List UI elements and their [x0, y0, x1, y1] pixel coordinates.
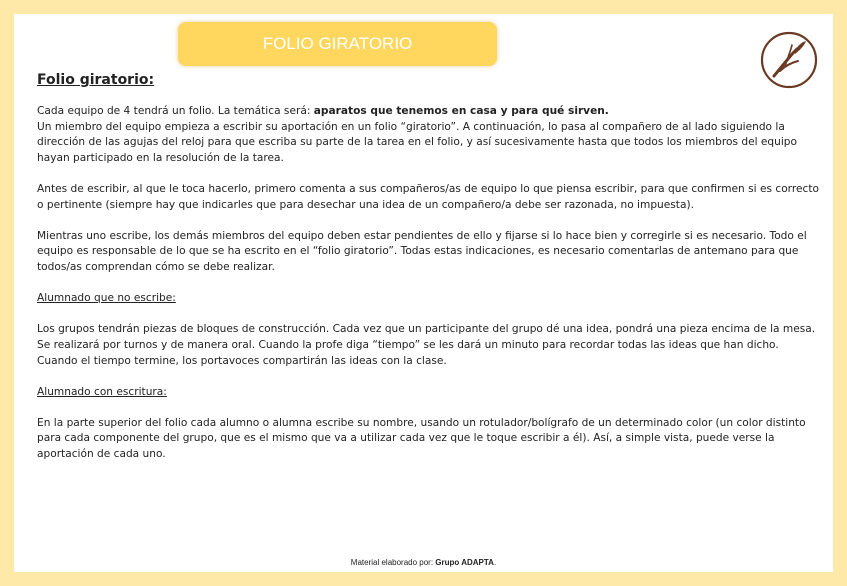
paragraph-intro [37, 104, 822, 120]
intro-text: Cada equipo de 4 tendrá un folio. La temática será: [37, 105, 314, 117]
worksheet-page [14, 14, 833, 572]
paragraph-before-writing: Antes de escribir, al que le toca hacerlo, primero comenta a sus compañeros/as de equipo lo que piensa escribir, para que confirmen si es correcto o pertinente (siempre hay que indicarles que para desechar una idea de un compañero/a debe ser razonada, no impuesta). [37, 182, 819, 211]
subheading-writers: Alumnado con escritura: [37, 385, 167, 398]
paragraph-writers: En la parte superior del folio cada alumno o alumna escribe su nombre, usando un rotulador/bolígrafo de un determinado color (un color distinto para cada componente del grupo, que es el mismo que va a utilizar cada vez que le toque escribir a él). Así, a simple vista, puede verse la aportación de cada uno. [37, 416, 806, 461]
topic-highlight: aparatos que tenemos en casa y para qué sirven. [313, 105, 609, 117]
footer-prefix: Material elaborado por: [350, 558, 436, 567]
paragraph-procedure: Un miembro del equipo empieza a escribir su aportación en un folio “giratorio”. A continuación, lo pasa al compañero de al lado siguiendo la dirección de las agujas del reloj para que escriba su parte de la tarea en el folio, y así sucesivamente hasta que todos los miembros del equipo hayan participado en la resolución de la tarea. [37, 120, 798, 164]
footer-author: Grupo ADAPTA [435, 558, 494, 567]
activity-description [37, 71, 822, 463]
footer-credit [14, 558, 833, 567]
paragraph-non-writers: Los grupos tendrán piezas de bloques de construcción. Cada vez que un participante del grupo dé una idea, pondrá una pieza encima de la mesa. Se realizará por turnos y de manera oral. Cuando la profe diga “tiempo” se les dará un minuto para recordar todas las ideas que han dicho. Cuando el tiempo termine, los portavoces compartirán las ideas con la clase. [37, 323, 816, 367]
subheading-non-writers: Alumnado que no escribe: [37, 292, 176, 305]
section-heading: Folio giratorio: [37, 72, 155, 88]
title-banner [178, 22, 497, 66]
banner-title: FOLIO GIRATORIO [262, 34, 413, 53]
footer-suffix: . [493, 558, 497, 567]
paragraph-while-writing: Mientras uno escribe, los demás miembros del equipo deben estar pendientes de ello y fijarse si lo hace bien y corregirle si es necesario. Todo el equipo es responsable de lo que se ha escrito en el “folio giratorio”. Todas estas indicaciones, es necesario comentarlas de antemano para que todos/as comprendan cómo se debe realizar. [37, 229, 807, 273]
